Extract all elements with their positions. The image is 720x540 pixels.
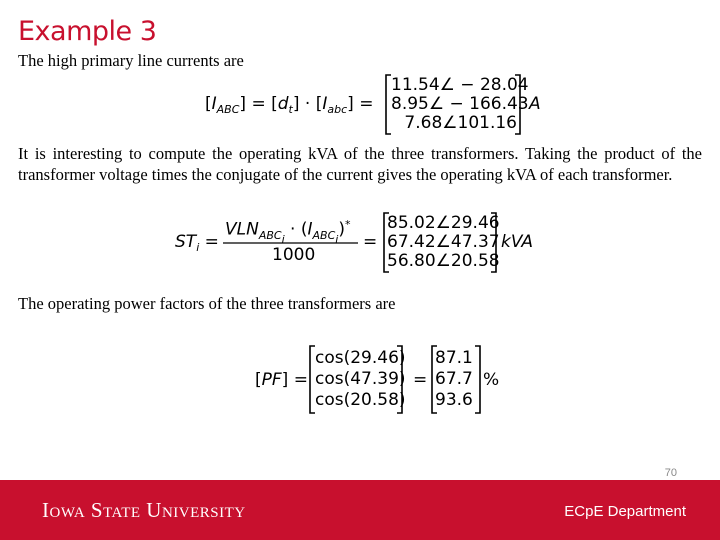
equation-operating-kva: [175, 212, 555, 274]
eq1-matrix-values: [391, 75, 529, 133]
eq2-numerator: $VLN_{ABC_i} \cdot (I_{ABC_i})^*$: [225, 218, 351, 246]
eq3-equals: =: [413, 370, 428, 390]
eq3-value: 87.1: [435, 348, 473, 368]
university-logo-text: Iowa State University: [42, 498, 246, 522]
eq2-value: 67.42∠47.37: [387, 232, 500, 252]
eq3-cos-term: cos(47.39): [315, 369, 406, 389]
eq3-value: 67.7: [435, 369, 473, 389]
university-logo: [42, 498, 246, 523]
eq3-lhs: [PF] =: [255, 370, 308, 390]
equation-power-factors: [255, 345, 525, 415]
eq3-value: 93.6: [435, 390, 473, 410]
eq3-cos-term: cos(29.46): [315, 348, 406, 368]
eq3-cos-column: [315, 348, 406, 411]
page-number: 70: [664, 467, 677, 479]
eq2-value: 56.80∠20.58: [387, 251, 500, 271]
eq1-value: 7.68∠101.16: [404, 113, 517, 133]
eq3-unit: %: [483, 370, 500, 390]
department-label: ECpE Department: [564, 503, 686, 520]
eq2-matrix-values: [387, 213, 500, 271]
eq2-denominator: 1000: [272, 245, 316, 265]
eq1-value: 8.95∠ − 166.43: [391, 94, 529, 114]
equation-line-currents: [205, 74, 555, 136]
eq2-equals: =: [363, 232, 378, 252]
slide-title: Example 3: [18, 16, 157, 47]
pf-intro-text: The operating power factors of the three transformers are: [18, 294, 396, 313]
eq1-value: 11.54∠ − 28.04: [391, 75, 529, 95]
body-paragraph: It is interesting to compute the operating kVA of the three transformers. Taking the product of the transformer voltage times the conjugate of the current gives the operating kVA of each transformer.: [18, 144, 702, 184]
eq3-cos-term: cos(20.58): [315, 390, 406, 410]
eq3-values: [435, 348, 475, 411]
eq2-value: 85.02∠29.46: [387, 213, 500, 233]
eq2-lhs: $ST_i$ =: [175, 232, 219, 254]
eq2-unit: kVA: [501, 232, 533, 252]
intro-text: The high primary line currents are: [18, 51, 244, 70]
eq1-unit: A: [529, 94, 541, 114]
eq1-lhs: $[I_{ABC}] = [d_t] \cdot [I_{abc}]$ =: [205, 94, 374, 116]
